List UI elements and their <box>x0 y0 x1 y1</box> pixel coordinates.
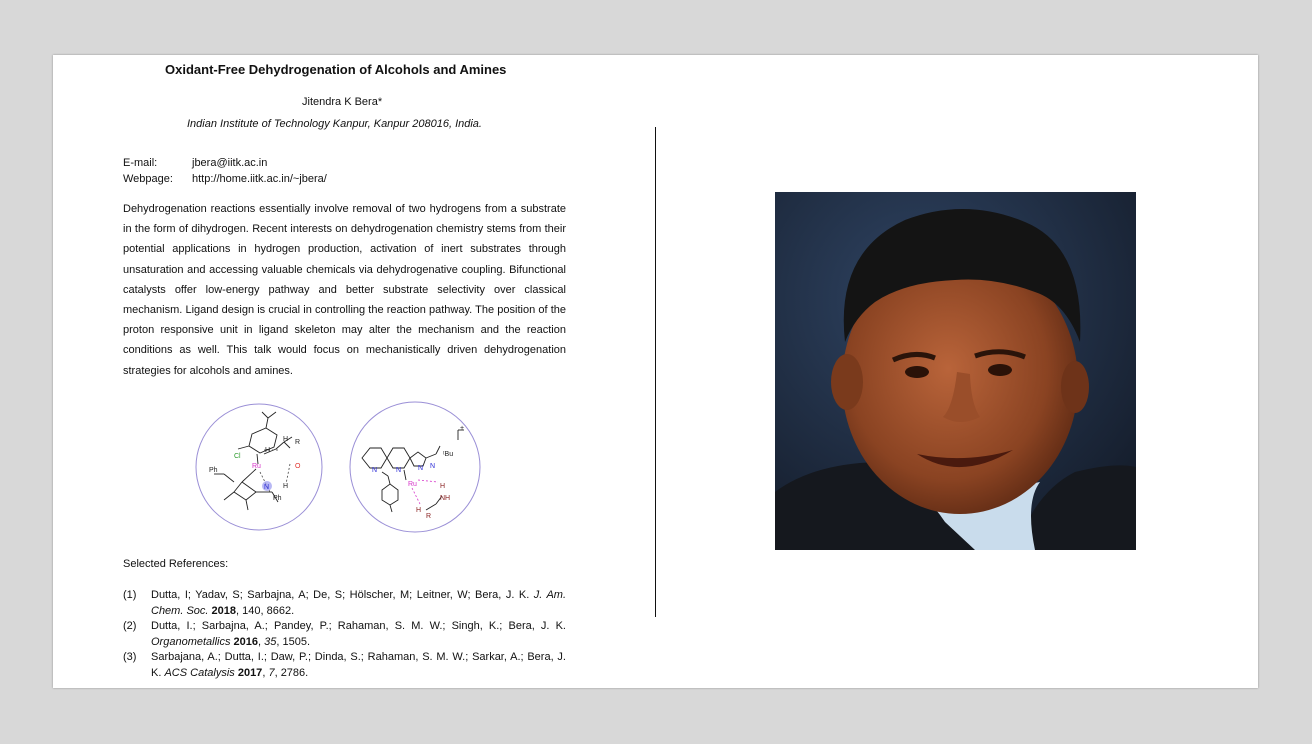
mol1-h-label-2: H <box>265 447 271 454</box>
affiliation: Indian Institute of Technology Kanpur, Kanpur 208016, India. <box>187 118 482 130</box>
mol1-h-label-3: H <box>283 483 289 490</box>
mol2-h-label-2: H <box>416 507 422 514</box>
reference-volume: 7 <box>268 666 275 679</box>
mol2-ru-label: Ru <box>408 481 417 488</box>
references-list <box>123 588 566 681</box>
reference-authors: Sarbajana, A.; Dutta, I.; Daw, P.; Dinda, S.; Rahaman, S. M. W.; Sarkar, A.; Bera, J. K. <box>151 651 566 679</box>
mol1-o-label: O <box>295 463 301 470</box>
author-photo <box>775 192 1136 550</box>
email-label: E-mail: <box>123 157 158 169</box>
mol2-tbu-label: ᵗBu <box>443 451 454 458</box>
reference-authors: Dutta, I.; Sarbajna, A.; Pandey, P.; Rahaman, S. M. W.; Singh, K.; Bera, J. K. <box>151 620 566 632</box>
reference-number: (3) <box>123 651 137 663</box>
document-title: Oxidant-Free Dehydrogenation of Alcohols and Amines <box>165 62 507 77</box>
reference-number: (2) <box>123 620 137 632</box>
mol1-r-label: R <box>295 439 301 446</box>
reference-year: 2017 <box>237 666 263 679</box>
abstract-text: Dehydrogenation reactions essentially involve removal of two hydrogens from a substrate in the form of dihydrogen. Recent interests on dehydrogenation chemistry stems from their potential applications in hydrogen production, activation of inert substrates through unsaturation and accessing valuable chemicals via dehydrogenative coupling. Bifunctional catalysts offer low-energy pathway and better substrate selectivity over classical mechanism. Ligand design is crucial in controlling the reaction pathway. The position of the proton responsive unit in ligand skeleton may alter the mechanism and the reaction conditions as well. This talk would focus on mechanistically driven dehydrogenation strategies for alcohols and amines. <box>123 203 566 377</box>
author-name: Jitendra K Bera* <box>302 96 383 108</box>
mol1-n-label: N <box>264 484 270 491</box>
reference-item: (1) Dutta, I; Yadav, S; Sarbajna, A; De, S; Hölscher, M; Leitner, W; Bera, J. K. J. Am. Chem. Soc. 2018, 140, 8662. <box>123 588 566 619</box>
portrait-image <box>775 192 1136 550</box>
mol2-n-label-3: N <box>418 465 424 472</box>
mol2-n-label-4: N <box>430 463 436 470</box>
reference-number: (1) <box>123 589 137 601</box>
references-heading: Selected References: <box>123 558 229 570</box>
mol2-n-label-2: N <box>396 467 402 474</box>
mol1-ph-label-2: Ph <box>273 495 282 502</box>
reference-journal: Organometallics <box>151 635 231 648</box>
mol1-cl-label: Cl <box>234 453 241 460</box>
document-page <box>53 55 1258 688</box>
mol2-r-label: R <box>426 513 432 520</box>
reference-volume: 35 <box>264 635 277 648</box>
catalyst-structure-2 <box>348 400 482 534</box>
mol2-charge-label: + <box>460 425 465 432</box>
mol1-ph-label-1: Ph <box>209 467 218 474</box>
reference-year: 2016 <box>233 635 259 648</box>
column-divider <box>655 127 656 617</box>
mol1-h-label-1: H <box>283 436 289 443</box>
mol2-n-label-1: N <box>372 467 378 474</box>
webpage-label: Webpage: <box>123 173 173 185</box>
reference-journal: J. Am. Chem. Soc. <box>151 589 567 617</box>
mol1-ru-label: Ru <box>252 463 261 470</box>
mol2-nh-label: NH <box>440 495 451 502</box>
email-value: jbera@iitk.ac.in <box>192 157 268 169</box>
reference-year: 2018 <box>211 604 237 617</box>
reference-pages: 8662. <box>266 604 295 617</box>
reference-pages: 1505. <box>282 635 311 648</box>
reference-journal: ACS Catalysis <box>164 666 235 679</box>
reference-volume: 140 <box>242 604 261 617</box>
reference-authors: Dutta, I; Yadav, S; Sarbajna, A; De, S; Hölscher, M; Leitner, W; Bera, J. K. <box>151 589 530 601</box>
catalyst-structure-1 <box>194 402 324 532</box>
webpage-value: http://home.iitk.ac.in/~jbera/ <box>192 173 327 185</box>
reference-item: (3) Sarbajana, A.; Dutta, I.; Daw, P.; Dinda, S.; Rahaman, S. M. W.; Sarkar, A.; Bera, J. K. ACS Catalysis 2017, 7, 2786. <box>123 650 566 681</box>
reference-item: (2) Dutta, I.; Sarbajna, A.; Pandey, P.; Rahaman, S. M. W.; Singh, K.; Bera, J. K. Organometallics 2016, 35, 1505. <box>123 619 566 650</box>
reference-pages: 2786. <box>280 666 309 679</box>
mol2-h-label-1: H <box>440 483 446 490</box>
contact-block <box>123 155 327 187</box>
